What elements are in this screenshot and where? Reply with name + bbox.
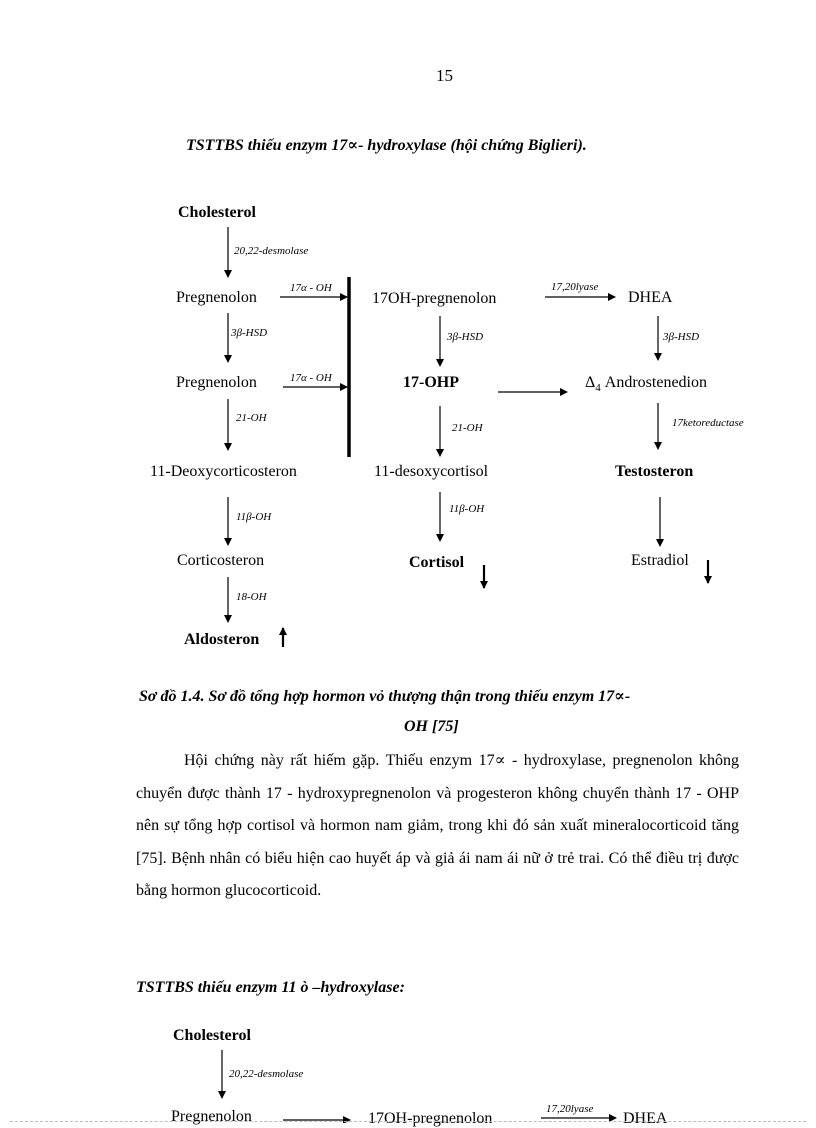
delta-symbol: Δ — [585, 374, 596, 391]
node2-cholesterol: Cholesterol — [173, 1027, 251, 1044]
enzyme-3b-hsd-2: 3β-HSD — [447, 331, 484, 343]
page-number: 15 — [436, 66, 453, 85]
enzyme-17-20-lyase: 17,20lyase — [551, 281, 599, 293]
body-paragraph — [136, 745, 739, 908]
node-estradiol: Estradiol — [631, 552, 689, 569]
paragraph-text: Hội chứng này rất hiếm gặp. Thiếu enzym 17∝ - hydroxylase, pregnenolon không chuyển được thành 17 - hydroxypregnenolon và progesteron không chuyển thành 17 - OHP nên sự tổng hợp cortisol và hormon nam giảm, trong khi đó sản xuất mineralocorticoid tăng [75]. Bệnh nhân có biểu hiện cao huyết áp và giả ái nam ái nữ ở trẻ trai. Có thể điều trị được bằng hormon glucocorticoid. — [136, 752, 739, 899]
enzyme-11b-oh-1: 11β-OH — [236, 511, 272, 523]
node2-pregnenolon: Pregnenolon — [171, 1108, 252, 1125]
androstenedion-label: Androstenedion — [600, 374, 707, 391]
enzyme-21-oh-2: 21-OH — [452, 422, 483, 434]
enzyme2-17-20-lyase: 17,20lyase — [546, 1103, 594, 1115]
enzyme2-desmolase: 20,22-desmolase — [229, 1068, 304, 1080]
node-17-ohp: 17-OHP — [403, 374, 459, 391]
node-testosteron: Testosteron — [615, 463, 694, 480]
node2-dhea: DHEA — [623, 1110, 668, 1127]
node-pregnenolon: Pregnenolon — [176, 289, 257, 306]
enzyme-3b-hsd-1: 3β-HSD — [231, 327, 268, 339]
node-dhea: DHEA — [628, 289, 673, 306]
node-aldosteron: Aldosteron — [184, 631, 260, 648]
figure-caption-line-1: Sơ đồ 1.4. Sơ đồ tổng hợp hormon vỏ thượng thận trong thiếu enzym 17∝- — [139, 688, 631, 705]
enzyme-desmolase: 20,22-desmolase — [234, 245, 309, 257]
node-corticosteron: Corticosteron — [177, 552, 265, 569]
node-11-desoxycortisol: 11-desoxycortisol — [374, 463, 489, 480]
node-androstenedion — [585, 374, 707, 394]
enzyme-17a-oh-2: 17α - OH — [290, 372, 332, 384]
node-cholesterol: Cholesterol — [178, 204, 256, 221]
node2-17oh-pregnenolon: 17OH-pregnenolon — [368, 1110, 493, 1127]
enzyme-17a-oh-1: 17α - OH — [290, 282, 332, 294]
page-bottom-divider — [10, 1121, 806, 1122]
figure-caption-line-2: OH [75] — [404, 718, 459, 735]
section-title-11-hydroxylase: TSTTBS thiếu enzym 11 ò –hydroxylase: — [136, 979, 405, 996]
enzyme-17-ketoreductase: 17ketoreductase — [672, 417, 744, 429]
node-cortisol: Cortisol — [409, 554, 465, 571]
enzyme-18-oh: 18-OH — [236, 591, 267, 603]
enzyme-3b-hsd-3: 3β-HSD — [663, 331, 700, 343]
enzyme-11b-oh-2: 11β-OH — [449, 503, 485, 515]
node-deoxycorticosteron: 11-Deoxycorticosteron — [150, 463, 297, 480]
node-17oh-pregnenolon: 17OH-pregnenolon — [372, 290, 497, 307]
enzyme-21-oh-1: 21-OH — [236, 412, 267, 424]
section-title-17-hydroxylase: TSTTBS thiếu enzym 17∝- hydroxylase (hội chứng Biglieri). — [186, 137, 587, 154]
delta-subscript: 4 — [595, 382, 601, 395]
node-pregnenolon-2: Pregnenolon — [176, 374, 257, 391]
